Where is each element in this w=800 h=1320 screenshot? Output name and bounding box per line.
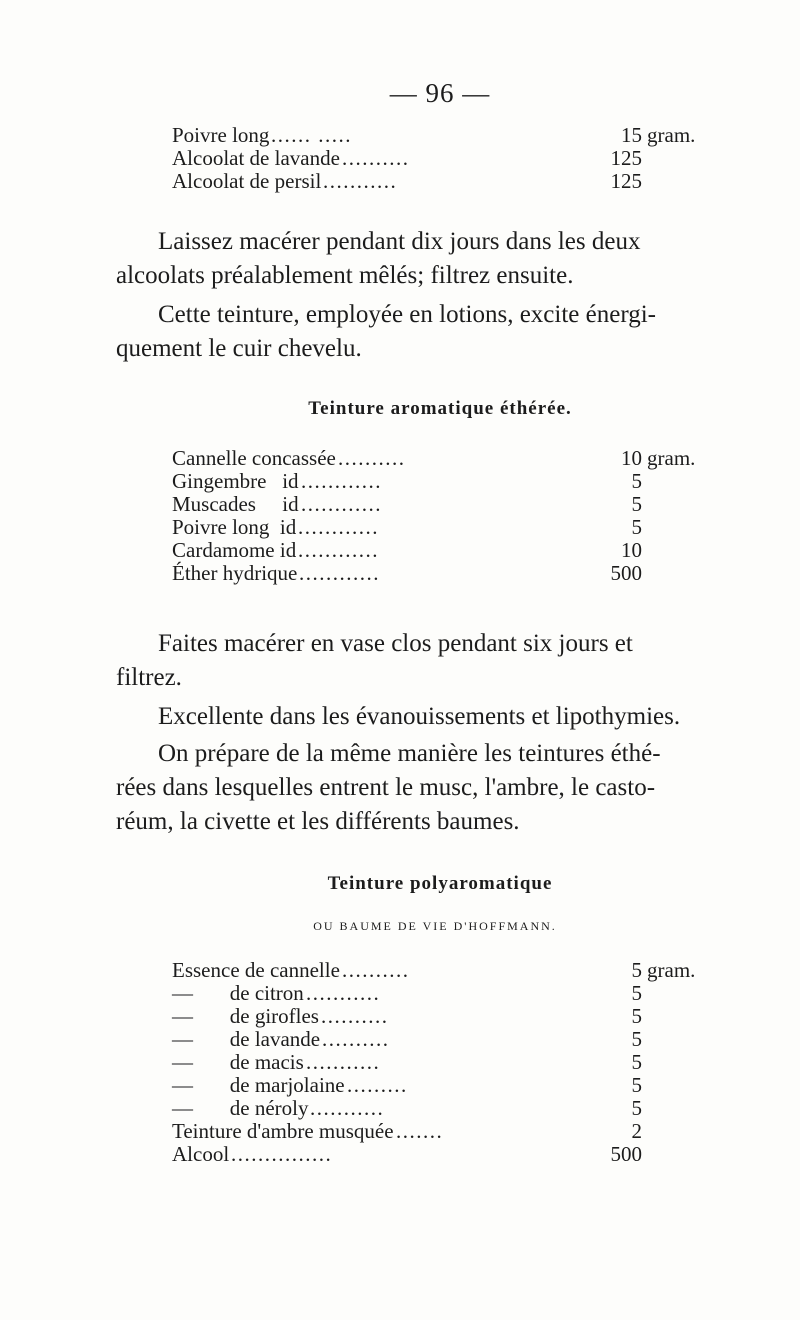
ingredient-name: Cardamome id (172, 538, 297, 562)
ingredient-quantity: 500 (610, 561, 642, 585)
ingredient-table-polyaromatic (172, 959, 712, 1166)
text-line: quement le cuir chevelu. (116, 335, 362, 362)
ingredient-row (172, 1074, 712, 1097)
ingredient-quantity: 5 (631, 492, 642, 516)
ingredient-name: — de lavande (172, 1027, 321, 1051)
ingredient-name: Poivre long (172, 123, 270, 147)
ingredient-quantity: 2 (631, 1119, 642, 1143)
ingredient-row (172, 470, 712, 493)
leader-dots: ............ (301, 492, 382, 516)
ingredient-table-lotion (172, 124, 712, 193)
paragraph-benefit (116, 700, 750, 734)
ingredient-quantity: 10 (621, 446, 642, 470)
ingredient-row (172, 982, 712, 1005)
ingredient-quantity: 125 (610, 169, 642, 193)
text-line: filtrez. (116, 664, 182, 691)
ingredient-name: Teinture d'ambre musquée (172, 1119, 394, 1143)
paragraph-usage (116, 298, 750, 366)
leader-dots: .......... (342, 146, 410, 170)
page-number: — 96 — (389, 78, 491, 108)
ingredient-table-aromatic (172, 447, 712, 585)
text-line: Excellente dans les évanouissements et lipothymies. (158, 703, 681, 730)
ingredient-name: Gingembre id (172, 469, 299, 493)
leader-dots: .......... (322, 1027, 390, 1051)
ingredient-row (172, 1120, 712, 1143)
ingredient-name: — de citron (172, 981, 304, 1005)
leader-dots: .......... (342, 958, 410, 982)
leader-dots: ............... (231, 1142, 333, 1166)
ingredient-row (172, 447, 712, 470)
ingredient-unit: gram. (647, 958, 696, 982)
ingredient-quantity: 5 (631, 1004, 642, 1028)
text-line: Cette teinture, employée en lotions, excite énergi- (158, 301, 656, 328)
ingredient-quantity: 125 (610, 146, 642, 170)
ingredient-quantity: 15 (621, 123, 642, 147)
ingredient-name: Éther hydrique (172, 561, 298, 585)
ingredient-name: Alcool (172, 1142, 230, 1166)
text-line: On prépare de la même manière les teintures éthé- (158, 740, 661, 767)
ingredient-quantity: 5 (631, 958, 642, 982)
leader-dots: ......... (347, 1073, 408, 1097)
paragraph-variants (116, 737, 750, 839)
text-line: réum, la civette et les différents baumes. (116, 808, 520, 835)
ingredient-row (172, 1143, 712, 1166)
ingredient-name: — de néroly (172, 1096, 309, 1120)
ingredient-row (172, 1028, 712, 1051)
ingredient-quantity: 5 (631, 1073, 642, 1097)
section-heading-polyaromatic: Teinture polyaromatique (327, 873, 553, 894)
ingredient-quantity: 5 (631, 1027, 642, 1051)
section-heading-aromatic: Teinture aromatique éthérée. (308, 398, 572, 419)
leader-dots: ............ (298, 538, 379, 562)
ingredient-row (172, 959, 712, 982)
ingredient-quantity: 5 (631, 1050, 642, 1074)
ingredient-quantity: 5 (631, 469, 642, 493)
section-subheading: OU BAUME DE VIE D'HOFFMANN. (313, 919, 557, 933)
ingredient-row (172, 539, 712, 562)
ingredient-name: Poivre long id (172, 515, 297, 539)
leader-dots: ........... (306, 1050, 381, 1074)
text-line: Laissez macérer pendant dix jours dans les deux (158, 228, 641, 255)
ingredient-quantity: 10 (621, 538, 642, 562)
ingredient-name: Essence de cannelle (172, 958, 340, 982)
ingredient-name: Cannelle concassée (172, 446, 336, 470)
leader-dots: ........... (323, 169, 398, 193)
ingredient-name: Muscades id (172, 492, 299, 516)
ingredient-row (172, 1097, 712, 1120)
ingredient-row (172, 124, 712, 147)
ingredient-name: Alcoolat de persil (172, 169, 322, 193)
ingredient-row (172, 562, 712, 585)
ingredient-unit: gram. (647, 446, 696, 470)
leader-dots: ............ (299, 561, 380, 585)
ingredient-unit: gram. (647, 123, 696, 147)
ingredient-name: Alcoolat de lavande (172, 146, 340, 170)
ingredient-quantity: 5 (631, 981, 642, 1005)
paragraph-instructions (116, 627, 750, 695)
ingredient-quantity: 5 (631, 1096, 642, 1120)
leader-dots: ............ (298, 515, 379, 539)
text-line: Faites macérer en vase clos pendant six jours et (158, 630, 633, 657)
paragraph-maceration (116, 225, 750, 293)
leader-dots: ........... (306, 981, 381, 1005)
leader-dots: ...... ..... (271, 123, 352, 147)
ingredient-quantity: 5 (631, 515, 642, 539)
text-line: rées dans lesquelles entrent le musc, l'ambre, le casto- (116, 774, 656, 801)
ingredient-row (172, 1051, 712, 1074)
ingredient-row (172, 1005, 712, 1028)
leader-dots: .......... (321, 1004, 389, 1028)
text-line: alcoolats préalablement mêlés; filtrez ensuite. (116, 262, 574, 289)
leader-dots: ....... (396, 1119, 444, 1143)
ingredient-name: — de marjolaine (172, 1073, 345, 1097)
ingredient-quantity: 500 (610, 1142, 642, 1166)
ingredient-row (172, 493, 712, 516)
leader-dots: .......... (338, 446, 406, 470)
leader-dots: ........... (310, 1096, 385, 1120)
leader-dots: ............ (301, 469, 382, 493)
ingredient-row (172, 170, 712, 193)
ingredient-row (172, 147, 712, 170)
ingredient-name: — de macis (172, 1050, 304, 1074)
ingredient-row (172, 516, 712, 539)
ingredient-name: — de girofles (172, 1004, 319, 1028)
